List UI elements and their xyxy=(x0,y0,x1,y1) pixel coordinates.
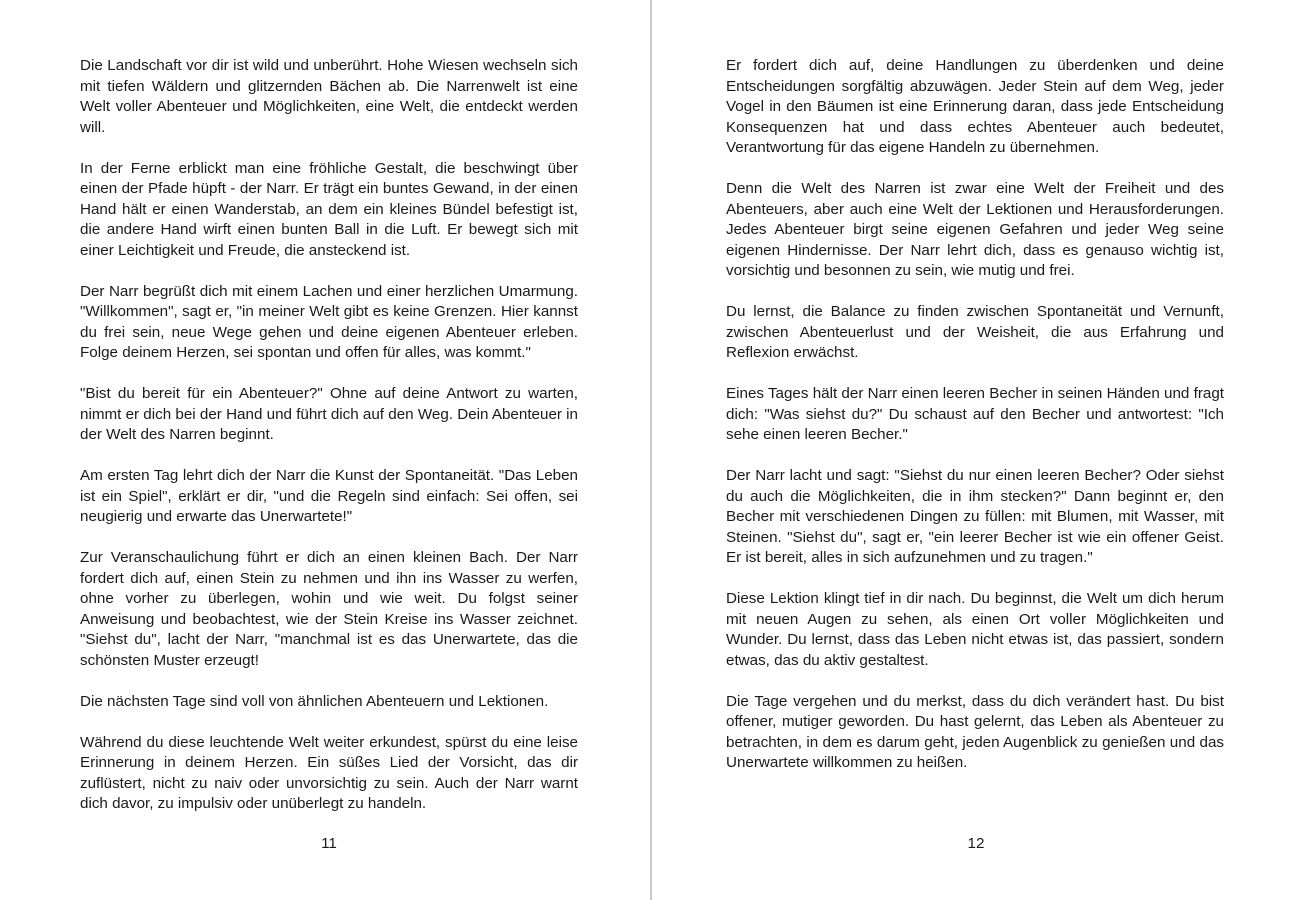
paragraph: Die Landschaft vor dir ist wild und unberührt. Hohe Wiesen wechseln sich mit tiefen Wäldern und glitzernden Bächen ab. Die Narrenwelt ist eine Welt voller Abenteuer und Möglichkeiten, eine Welt, die entdeckt werden will. xyxy=(80,57,578,136)
left-page-text xyxy=(80,56,578,835)
paragraph: Der Narr lacht und sagt: "Siehst du nur einen leeren Becher? Oder siehst du auch die Möglichkeiten, die in ihm stecken?" Dann beginnt er, den Becher mit verschiedenen Dingen zu füllen: mit Blumen, mit Wasser, mit Steinen. "Siehst du", sagt er, "ein leerer Becher ist wie ein offener Geist. Er ist bereit, alles in sich aufzunehmen und zu tragen." xyxy=(726,467,1224,566)
paragraph: Die nächsten Tage sind voll von ähnlichen Abenteuern und Lektionen. xyxy=(80,692,549,710)
paragraph: Während du diese leuchtende Welt weiter erkundest, spürst du eine leise Erinnerung in deinem Herzen. Ein süßes Lied der Vorsicht, das dir zuflüstert, nicht zu naiv oder unvorsichtig zu sein. Auch der Narr warnt dich davor, zu impulsiv oder unüberlegt zu handeln. xyxy=(80,733,578,812)
page-number-right: 12 xyxy=(967,835,985,852)
left-page xyxy=(0,0,650,900)
page-number-left: 11 xyxy=(321,835,337,852)
paragraph: Diese Lektion klingt tief in dir nach. Du beginnst, die Welt um dich herum mit neuen Augen zu sehen, als einen Ort voller Möglichkeiten und Wunder. Du lernst, dass das Leben nicht etwas ist, das passiert, sondern etwas, das du aktiv gestaltest. xyxy=(726,590,1224,669)
paragraph: Er fordert dich auf, deine Handlungen zu überdenken und deine Entscheidungen sorgfältig abzuwägen. Jeder Stein auf dem Weg, jeder Vogel in den Bäumen ist eine Erinnerung daran, dass jede Entscheidung Konsequenzen hat und dass echtes Abenteuer auch bedeutet, Verantwortung für das eigene Handeln zu übernehmen. xyxy=(726,57,1224,156)
paragraph: Zur Veranschaulichung führt er dich an einen kleinen Bach. Der Narr fordert dich auf, einen Stein zu nehmen und ihn ins Wasser zu werfen, ohne vorher zu überlegen, wohin und wie weit. Du folgst seiner Anweisung und beobachtest, wie der Stein Kreise ins Wasser zeichnet. "Siehst du", lacht der Narr, "manchmal ist es das Unerwartete, das die schönsten Muster erzeugt! xyxy=(80,549,578,669)
paragraph: Am ersten Tag lehrt dich der Narr die Kunst der Spontaneität. "Das Leben ist ein Spiel", erklärt er dir, "und die Regeln sind einfach: Sei offen, sei neugierig und erwarte das Unerwartete!" xyxy=(80,467,578,525)
right-page-text xyxy=(726,56,1224,794)
paragraph: Du lernst, die Balance zu finden zwischen Spontaneität und Vernunft, zwischen Abenteuerlust und der Weisheit, die aus Erfahrung und Reflexion erwächst. xyxy=(726,303,1224,361)
right-page xyxy=(652,0,1303,900)
paragraph: Die Tage vergehen und du merkst, dass du dich verändert hast. Du bist offener, mutiger geworden. Du hast gelernt, das Leben als Abenteuer zu betrachten, in dem es darum geht, jeden Augenblick zu genießen und das Unerwartete willkommen zu heißen. xyxy=(726,692,1224,771)
paragraph: In der Ferne erblickt man eine fröhliche Gestalt, die beschwingt über einen der Pfade hüpft - der Narr. Er trägt ein buntes Gewand, in der einen Hand hält er einen Wanderstab, an dem ein kleines Bündel befestigt ist, die andere Hand wirft einen bunten Ball in die Luft. Er bewegt sich mit einer Leichtigkeit und Freude, die ansteckend ist. xyxy=(80,159,578,259)
paragraph: Der Narr begrüßt dich mit einem Lachen und einer herzlichen Umarmung. "Willkommen", sagt er, "in meiner Welt gibt es keine Grenzen. Hier kannst du frei sein, neue Wege gehen und deine eigenen Abenteuer erleben. Folge deinem Herzen, sei spontan und offen für alles, was kommt." xyxy=(80,282,578,361)
paragraph: Eines Tages hält der Narr einen leeren Becher in seinen Händen und fragt dich: "Was siehst du?" Du schaust auf den Becher und antwortest: "Ich sehe einen leeren Becher." xyxy=(726,385,1224,443)
paragraph: Denn die Welt des Narren ist zwar eine Welt der Freiheit und des Abenteuers, aber auch eine Welt der Lektionen und Herausforderungen. Jedes Abenteuer birgt seine eigenen Gefahren und jeder Weg seine eigenen Hindernisse. Der Narr lehrt dich, dass es genauso wichtig ist, vorsichtig und besonnen zu sein, wie mutig und frei. xyxy=(726,180,1224,279)
paragraph: "Bist du bereit für ein Abenteuer?" Ohne auf deine Antwort zu warten, nimmt er dich bei der Hand und führt dich auf den Weg. Dein Abenteuer in der Welt des Narren beginnt. xyxy=(80,385,578,443)
